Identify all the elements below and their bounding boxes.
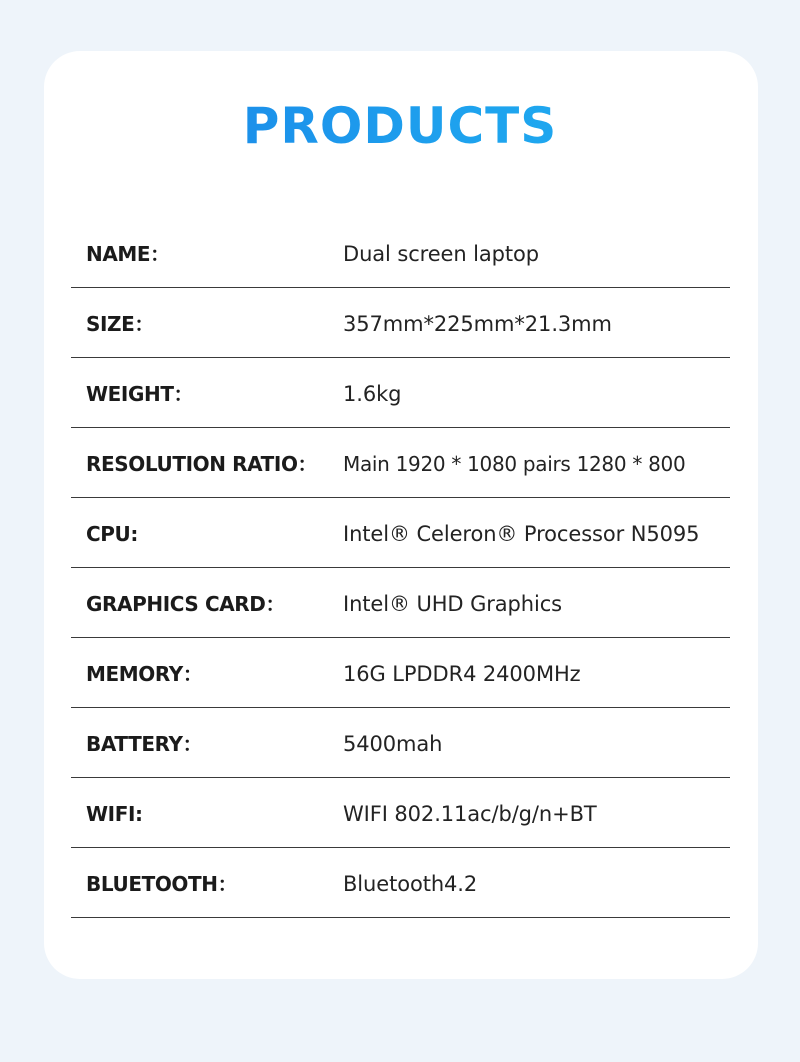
spec-value: Dual screen laptop <box>343 242 539 266</box>
spec-row-weight <box>71 358 730 428</box>
spec-value: 16G LPDDR4 2400MHz <box>343 662 581 686</box>
spec-value: Bluetooth4.2 <box>343 872 478 896</box>
page-title: PRODUCTS <box>0 96 800 156</box>
spec-value: 1.6kg <box>343 382 402 406</box>
spec-row-battery <box>71 708 730 778</box>
spec-row-size <box>71 288 730 358</box>
spec-label: RESOLUTION RATIO： <box>86 452 318 476</box>
spec-row-resolution <box>71 428 730 498</box>
spec-row-name <box>71 218 730 288</box>
spec-label: BLUETOOTH： <box>86 872 238 896</box>
spec-label: GRAPHICS CARD： <box>86 592 286 616</box>
spec-table <box>71 218 730 918</box>
spec-label: SIZE： <box>86 312 155 336</box>
spec-row-bluetooth <box>71 848 730 918</box>
spec-label: BATTERY： <box>86 732 203 756</box>
spec-label: NAME： <box>86 242 170 266</box>
spec-row-memory <box>71 638 730 708</box>
spec-value: 357mm*225mm*21.3mm <box>343 312 612 336</box>
spec-row-wifi <box>71 778 730 848</box>
spec-label: CPU: <box>86 522 138 546</box>
spec-row-graphics <box>71 568 730 638</box>
spec-label: MEMORY： <box>86 662 203 686</box>
spec-value: Intel® Celeron® Processor N5095 <box>343 522 700 546</box>
spec-value: Main 1920 * 1080 pairs 1280 * 800 <box>343 452 686 476</box>
spec-value: 5400mah <box>343 732 443 756</box>
spec-row-cpu <box>71 498 730 568</box>
spec-label: WEIGHT： <box>86 382 194 406</box>
spec-label: WIFI: <box>86 802 143 826</box>
spec-value: Intel® UHD Graphics <box>343 592 563 616</box>
spec-value: WIFI 802.11ac/b/g/n+BT <box>343 802 597 826</box>
